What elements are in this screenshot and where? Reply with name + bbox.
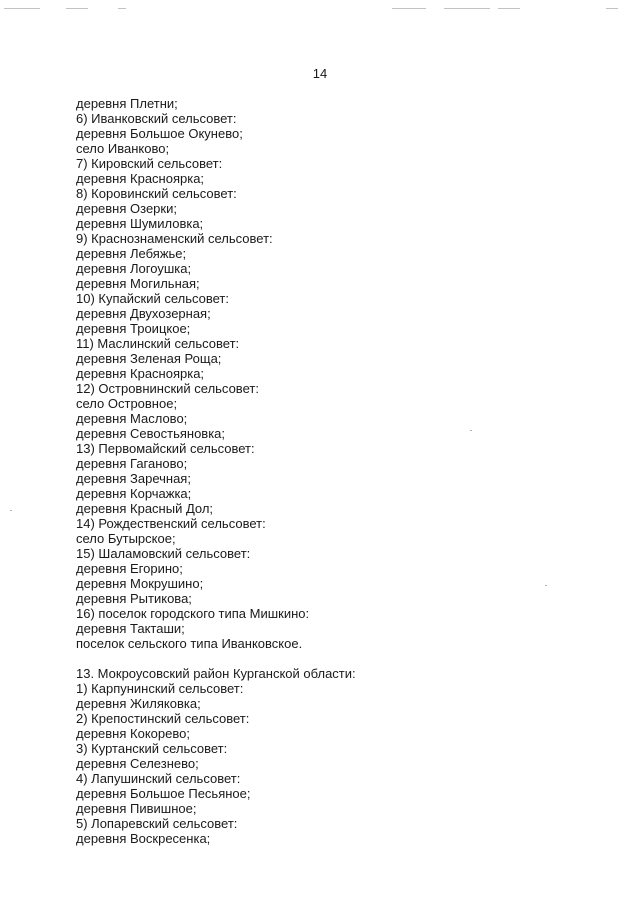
scan-header-marks [0, 6, 640, 12]
document-line: деревня Егорино; [76, 561, 183, 576]
document-line: деревня Могильная; [76, 276, 200, 291]
document-line: 8) Коровинский сельсовет: [76, 186, 237, 201]
document-line: село Бутырское; [76, 531, 176, 546]
document-line: 2) Крепостинский сельсовет: [76, 711, 250, 726]
document-line: деревня Рытикова; [76, 591, 192, 606]
document-line: 9) Краснознаменский сельсовет: [76, 231, 273, 246]
document-line: 7) Кировский сельсовет: [76, 156, 223, 171]
document-line: деревня Жиляковка; [76, 696, 201, 711]
document-body [76, 96, 596, 846]
document-line: деревня Воскресенка; [76, 831, 211, 846]
document-line: деревня Гаганово; [76, 456, 188, 471]
document-line: деревня Пивишное; [76, 801, 197, 816]
document-line: деревня Севостьяновка; [76, 426, 226, 441]
document-line: деревня Корчажка; [76, 486, 192, 501]
document-line: деревня Селезнево; [76, 756, 199, 771]
document-line: село Островное; [76, 396, 178, 411]
scan-speck [10, 510, 12, 511]
document-line: село Иванково; [76, 141, 170, 156]
paragraph-gap [76, 651, 596, 666]
document-line: деревня Большое Окунево; [76, 126, 243, 141]
document-line: 14) Рождественский сельсовет: [76, 516, 266, 531]
document-line: деревня Озерки; [76, 201, 177, 216]
document-line: деревня Логоушка; [76, 261, 192, 276]
document-line: 13) Первомайский сельсовет: [76, 441, 255, 456]
document-line: поселок сельского типа Иванковское. [76, 636, 303, 651]
document-line: деревня Лебяжье; [76, 246, 187, 261]
document-line: 15) Шаламовский сельсовет: [76, 546, 251, 561]
document-line: деревня Такташи; [76, 621, 185, 636]
document-line: 13. Мокроусовский район Курганской области: [76, 666, 356, 681]
document-line: деревня Заречная; [76, 471, 191, 486]
document-line: деревня Красный Дол; [76, 501, 214, 516]
document-line: 1) Карпунинский сельсовет: [76, 681, 244, 696]
document-line: деревня Зеленая Роща; [76, 351, 222, 366]
document-line: 3) Куртанский сельсовет: [76, 741, 228, 756]
document-line: деревня Красноярка; [76, 366, 205, 381]
document-line: деревня Троицкое; [76, 321, 191, 336]
page-number: 14 [312, 66, 328, 81]
scan-speck [545, 585, 547, 586]
document-line: деревня Двухозерная; [76, 306, 211, 321]
document-line: деревня Мокрушино; [76, 576, 204, 591]
document-line: деревня Большое Песьяное; [76, 786, 251, 801]
document-line: 6) Иванковский сельсовет: [76, 111, 237, 126]
document-line: 5) Лопаревский сельсовет: [76, 816, 238, 831]
document-line: деревня Красноярка; [76, 171, 205, 186]
settlement-list-block-1 [76, 96, 596, 651]
document-line: деревня Маслово; [76, 411, 188, 426]
scan-speck [470, 430, 472, 431]
document-line: 10) Купайский сельсовет: [76, 291, 229, 306]
document-line: деревня Шумиловка; [76, 216, 204, 231]
document-line: 11) Маслинский сельсовет: [76, 336, 240, 351]
document-line: деревня Плетни; [76, 96, 178, 111]
document-line: 4) Лапушинский сельсовет: [76, 771, 241, 786]
document-line: 16) поселок городского типа Мишкино: [76, 606, 310, 621]
document-line: 12) Островнинский сельсовет: [76, 381, 259, 396]
document-line: деревня Кокорево; [76, 726, 190, 741]
settlement-list-block-2 [76, 666, 596, 846]
